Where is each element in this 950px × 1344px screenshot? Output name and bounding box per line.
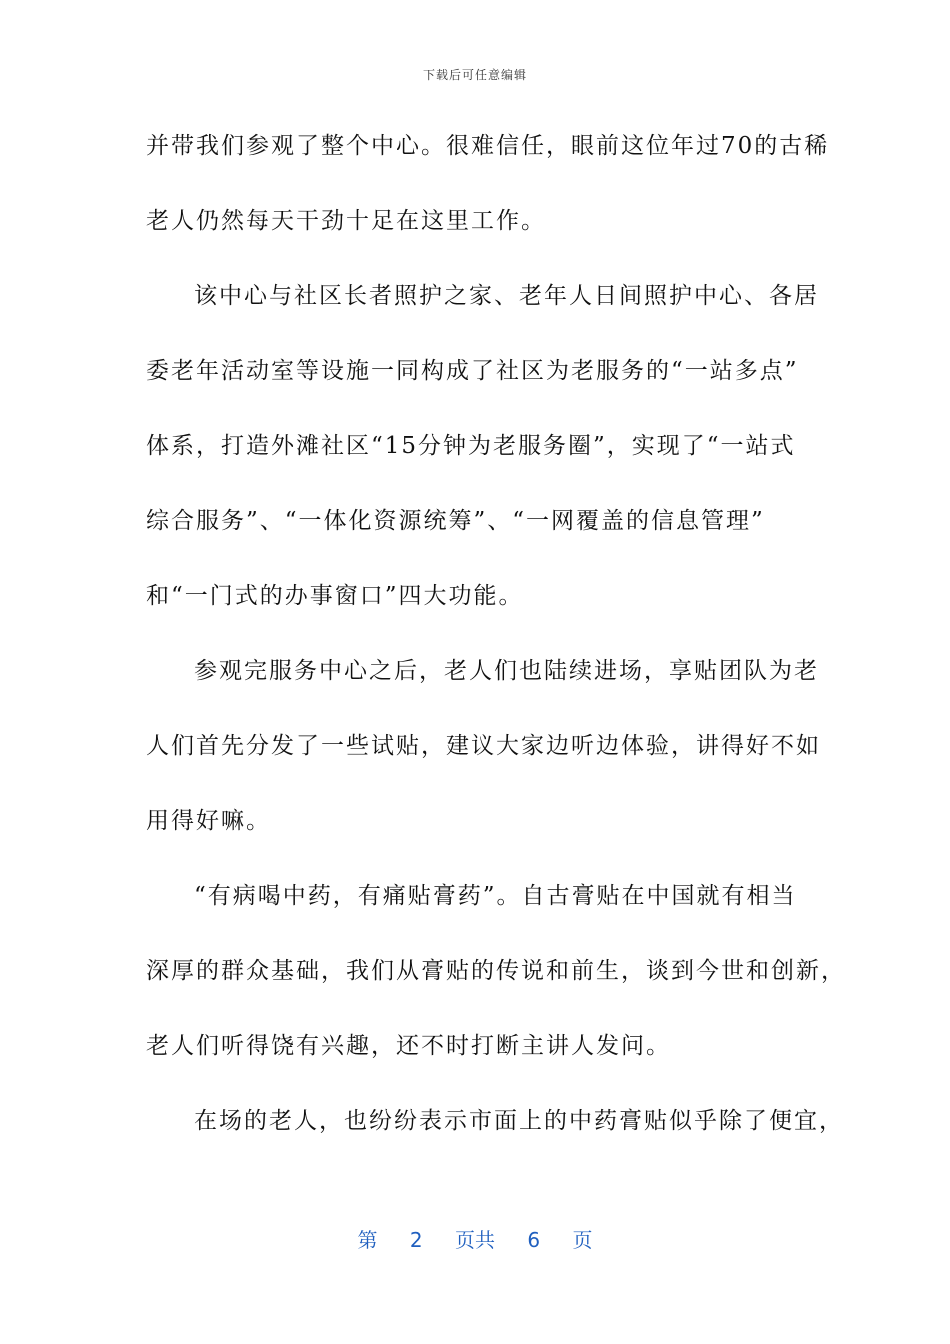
text-line: 委老年活动室等设施一同构成了社区为老服务的“一站多点” [146, 358, 799, 384]
page-footer [0, 1224, 950, 1253]
paragraph-first-line: 在场的老人，也纷纷表示市面上的中药膏贴似乎除了便宜， [194, 1108, 844, 1134]
paragraph-first-line: 该中心与社区长者照护之家、老年人日间照护中心、各居 [194, 283, 819, 309]
total-page-number: 6 [527, 1228, 541, 1252]
text-line: 体系，打造外滩社区“15分钟为老服务圈”，实现了“一站式 [146, 433, 796, 459]
paragraph-first-line: 参观完服务中心之后，老人们也陆续进场，享贴团队为老 [194, 658, 819, 684]
paragraph-first-line: “有病喝中药，有痛贴膏药”。自古膏贴在中国就有相当 [194, 883, 797, 909]
footer-prefix: 第 [357, 1228, 378, 1252]
document-body [146, 120, 846, 1170]
text-line: 和“一门式的办事窗口”四大功能。 [146, 583, 524, 609]
text-line: 老人们听得饶有兴趣，还不时打断主讲人发问。 [146, 1033, 671, 1059]
text-line: 综合服务”、“一体化资源统筹”、“一网覆盖的信息管理” [146, 508, 765, 534]
footer-suffix: 页 [572, 1228, 593, 1252]
footer-middle: 页共 [455, 1228, 495, 1252]
text-line: 深厚的群众基础，我们从膏贴的传说和前生，谈到今世和创新， [146, 958, 846, 984]
text-line: 并带我们参观了整个中心。很难信任，眼前这位年过70的古稀 [146, 133, 830, 159]
text-line: 人们首先分发了一些试贴，建议大家边听边体验，讲得好不如 [146, 733, 821, 759]
text-line: 老人仍然每天干劲十足在这里工作。 [146, 208, 546, 234]
header-note: 下载后可任意编辑 [422, 68, 527, 82]
text-line: 用得好嘛。 [146, 808, 271, 834]
current-page-number: 2 [409, 1228, 423, 1252]
